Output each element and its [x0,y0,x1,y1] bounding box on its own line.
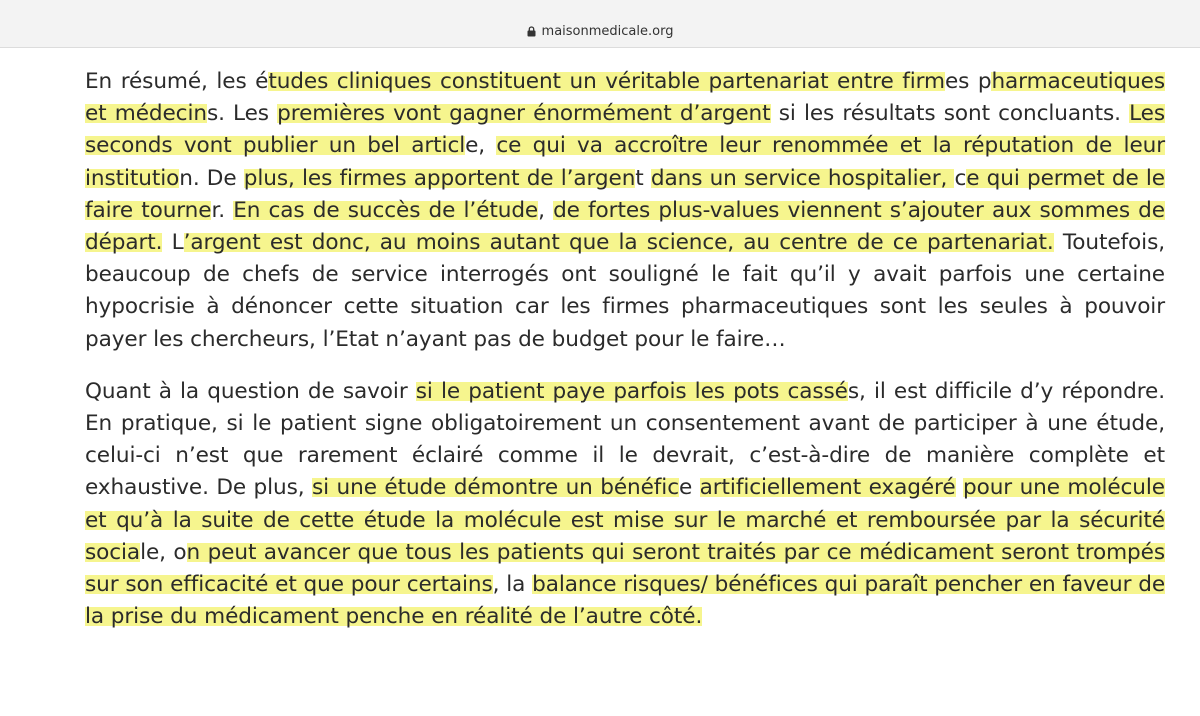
text-segment: e [678,475,700,501]
paragraph-1 [85,66,1165,356]
browser-address-bar[interactable] [0,0,1200,48]
highlighted-text: artificiellement exagéré [699,475,956,501]
highlighted-text: balance risques/ bénéfices qui paraît pencher en faveur de la prise du médicament penche en réalité de l’autre côté. [85,572,1166,630]
article-body [85,66,1165,633]
highlighted-text: n peut avancer que tous les patients qui seront traités par ce médicament seront trompés sur son efficacité et que pour certains [85,539,1165,598]
text-segment: n. De [179,165,244,191]
text-segment: r. [211,197,234,223]
text-segment: c [954,165,967,191]
highlighted-text: harmaceutiques et médecin [85,69,1165,127]
text-segment: s. Les [206,101,278,127]
text-segment: es p [944,69,992,94]
url-display[interactable] [527,24,674,39]
text-segment: le, o [140,539,187,565]
highlighted-text: Les seconds vont publier un bel articl [85,101,1165,159]
highlighted-text: e qui permet de le faire tourne [85,165,1165,223]
text-segment [956,475,963,500]
url-text: maisonmedicale.org [541,24,674,39]
highlighted-text: si une étude démontre un bénéfic [312,475,679,501]
text-segment: L [162,230,184,256]
highlighted-text: plus, les firmes apportent de l’argen [243,165,636,191]
highlighted-text: dans un service hospitalier, [650,165,955,191]
text-segment: Quant à la question de savoir [85,378,416,404]
text-segment: s, il est difficile d’y répondre. En pratique, si le patient signe obligatoirement un consentement avant de participer à une étude, celui-ci n’est que rarement éclairé comme il le devrait, c’est-à-dire de manière complète et exhaustive. De plus, [85,378,1165,501]
lock-icon [527,26,536,37]
text-segment: En résumé, les é [85,69,269,94]
highlighted-text: de fortes plus-values viennent s’ajouter aux sommes de départ. [85,197,1165,256]
highlighted-text: premières vont gagner énormément d’argent [277,101,771,127]
highlighted-text: pour une molécule et qu’à la suite de cette étude la molécule est mise sur le marché et remboursée par la sécurité socia [85,475,1165,565]
text-segment: Toutefois, beaucoup de chefs de service interrogés ont souligné le fait qu’il y avait parfois une certaine hypocrisie à dénoncer cette situation car les firmes pharmaceutiques sont les seules à pouvoir payer les chercheurs, l’Etat n’ayant pas de budget pour le faire… [85,230,1165,352]
text-segment: e, [465,133,497,159]
highlighted-text: si le patient paye parfois les pots cassé [415,378,848,404]
highlighted-text: oins autant que la science, au centre de ce partenariat. [436,230,1054,256]
highlighted-text: En cas de succès de l’étude [233,197,539,223]
text-segment: , la [492,572,533,598]
highlighted-text: ’argent est donc, au m [183,230,437,256]
text-segment: , [538,197,554,223]
text-segment: t [635,165,651,191]
highlighted-text: ce qui va accroître leur renommée et la réputation de leur institutio [85,133,1165,191]
highlighted-text: tudes cliniques constituent un véritable partenariat entre firm [268,69,945,94]
paragraph-2 [85,376,1165,634]
text-segment: si les résultats sont concluants. [770,101,1130,127]
